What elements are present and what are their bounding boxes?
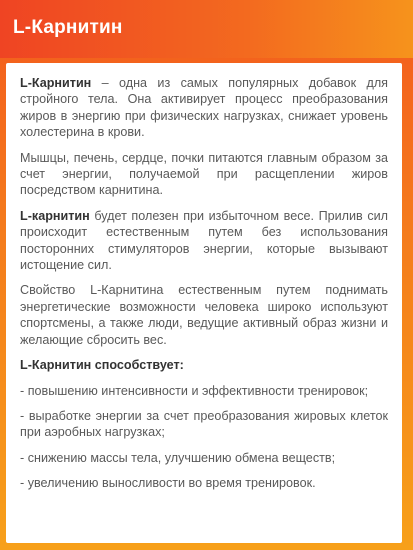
intro-bold: L-Карнитин (20, 76, 92, 90)
benefit-item: - увеличению выносливости во время тренировок. (20, 476, 316, 491)
intro-paragraph (20, 75, 388, 141)
intro-text: – одна из самых популярных добавок для стройного тела. Она активирует процесс преобразования жиров в энергию при физических нагрузках, снижает уровень холестерина в крови. (20, 76, 388, 140)
benefit-item: - повышению интенсивности и эффективности тренировок; (20, 383, 369, 398)
weight-bold: L-карнитин (20, 208, 90, 223)
weight-paragraph (20, 208, 388, 274)
weight-text: будет полезен при избыточном весе. Прилив сил происходит естественным путем без использования посторонних стимуляторов энергии, которые вызывают истощение сил. (20, 208, 388, 273)
organs-paragraph: Мышцы, печень, сердце, почки питаются главным образом за счет энергии, получаемой при расщеплении жиров посредством карнитина. (20, 150, 388, 198)
benefit-item: - снижению массы тела, улучшению обмена веществ; (20, 450, 336, 465)
benefits-heading: L-Карнитин способствует: (20, 358, 184, 373)
header-banner (0, 0, 413, 58)
benefit-item: - выработке энергии за счет преобразования жировых клеток при аэробных нагрузках; (20, 408, 388, 440)
sport-paragraph: Свойство L-Карнитина естественным путем поднимать энергетические возможности человека широко используют спортсмены, а также люди, ведущие активный образ жизни и желающие сбросить вес. (20, 283, 388, 347)
page-title: L-Карнитин (13, 17, 123, 38)
content-card (6, 63, 402, 543)
